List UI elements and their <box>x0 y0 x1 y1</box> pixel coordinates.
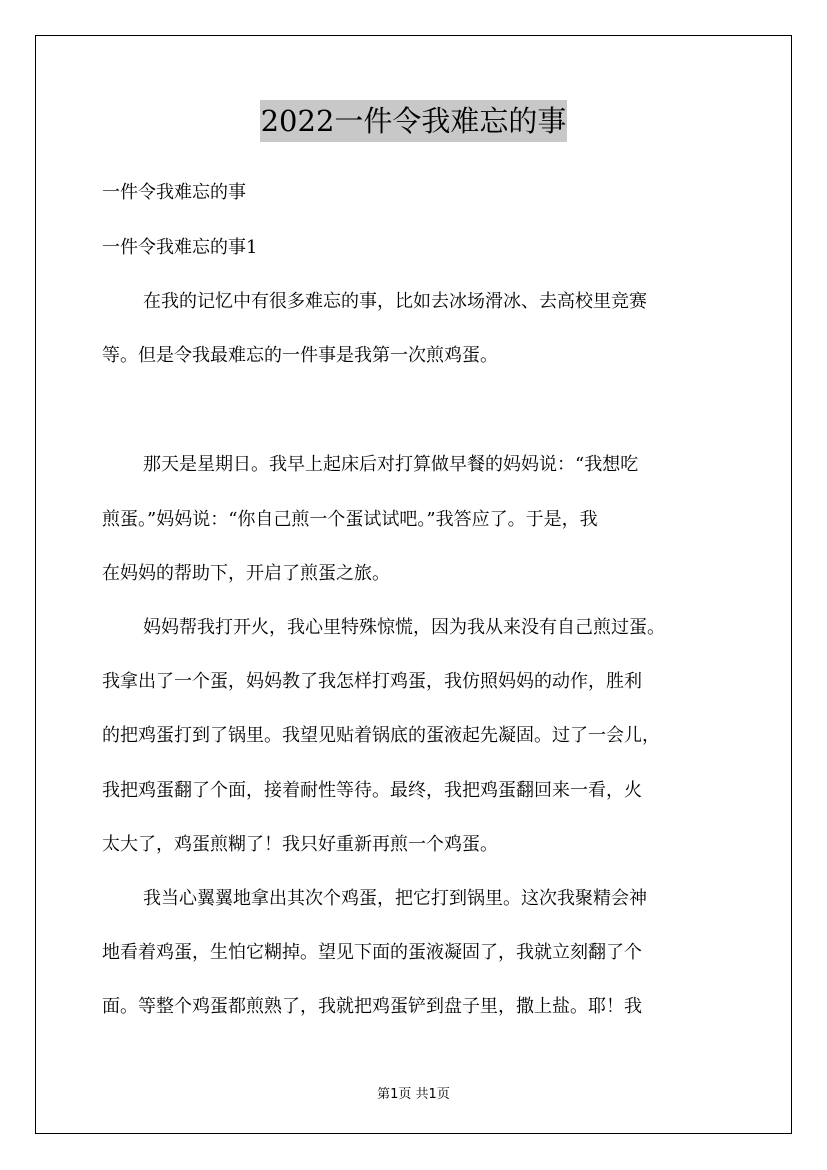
paragraph-line: 妈妈帮我打开火，我心里特殊惊慌，因为我从来没有自己煎过蛋。 <box>143 617 665 638</box>
paragraph-line: 的把鸡蛋打到了锅里。我望见贴着锅底的蛋液起先凝固。过了一会儿， <box>102 725 660 746</box>
heading-line: 一件令我难忘的事 <box>102 182 246 203</box>
paragraph-line: 在妈妈的帮助下，开启了煎蛋之旅。 <box>102 563 390 584</box>
paragraph-line: 在我的记忆中有很多难忘的事，比如去冰场滑冰、去高校里竞赛 <box>143 291 647 312</box>
paragraph-line: 太大了，鸡蛋煎糊了！我只好重新再煎一个鸡蛋。 <box>102 834 498 855</box>
document-title: 2022一件令我难忘的事 <box>260 100 568 142</box>
page-number-footer: 第1页 共1页 <box>377 1087 450 1102</box>
subheading-line: 一件令我难忘的事1 <box>102 237 258 258</box>
paragraph-line: 我当心翼翼地拿出其次个鸡蛋，把它打到锅里。这次我聚精会神 <box>143 888 647 909</box>
paragraph-line: 煎蛋。”妈妈说：“你自己煎一个蛋试试吧。”我答应了。于是，我 <box>102 509 598 530</box>
paragraph-line: 地看着鸡蛋，生怕它糊掉。望见下面的蛋液凝固了，我就立刻翻了个 <box>102 942 642 963</box>
paragraph-line: 等。但是令我最难忘的一件事是我第一次煎鸡蛋。 <box>102 345 498 366</box>
paragraph-line: 那天是星期日。我早上起床后对打算做早餐的妈妈说：“我想吃 <box>143 454 639 475</box>
paragraph-line: 我拿出了一个蛋，妈妈教了我怎样打鸡蛋，我仿照妈妈的动作，胜利 <box>102 671 642 692</box>
paragraph-line: 面。等整个鸡蛋都煎熟了，我就把鸡蛋铲到盘子里，撒上盐。耶！我 <box>102 996 642 1017</box>
paragraph-line: 我把鸡蛋翻了个面，接着耐性等待。最终，我把鸡蛋翻回来一看，火 <box>102 780 642 801</box>
document-title-wrapper <box>0 100 827 142</box>
